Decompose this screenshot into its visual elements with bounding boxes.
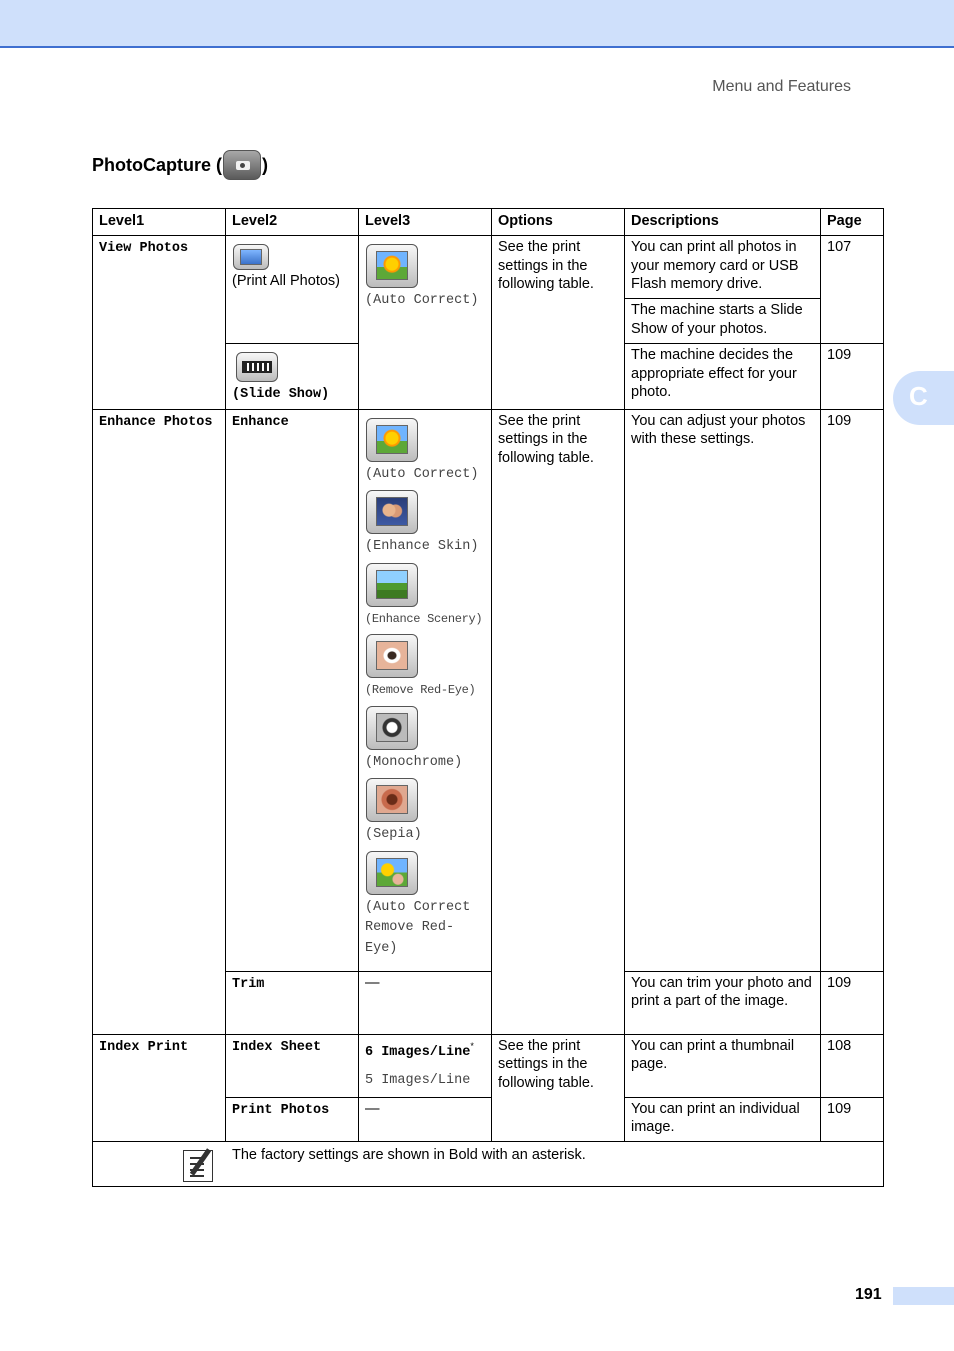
list-item: (Auto Correct Remove Red-Eye) xyxy=(365,851,485,959)
print-all-label: (Print All Photos) xyxy=(232,273,340,289)
cell-page-index: 108 xyxy=(821,1034,884,1097)
enhance-scenery-icon xyxy=(366,563,418,607)
cell-desc-index: You can print a thumbnail page. xyxy=(625,1034,821,1097)
print-all-photos-icon xyxy=(233,244,269,270)
header-level1: Level1 xyxy=(93,209,226,236)
header-page: Page xyxy=(821,209,884,236)
header-descriptions: Descriptions xyxy=(625,209,821,236)
cell-page-107: 107 xyxy=(821,236,884,344)
note-pencil-icon xyxy=(183,1150,213,1182)
cell-page-enhance: 109 xyxy=(821,409,884,971)
list-item: (Sepia) xyxy=(365,778,485,845)
cell-desc-auto: The machine decides the appropriate effect for your photo. xyxy=(625,344,821,410)
note-text: The factory settings are shown in Bold with an asterisk. xyxy=(232,1146,586,1163)
section-title-close: ) xyxy=(262,154,268,175)
cell-desc-print-photos: You can print an individual image. xyxy=(625,1097,821,1141)
chapter-tab-letter: C xyxy=(909,381,928,411)
cell-auto-correct xyxy=(359,236,492,410)
cell-page-print-photos: 109 xyxy=(821,1097,884,1141)
camera-icon xyxy=(223,150,261,180)
cell-index-print: Index Print xyxy=(93,1034,226,1141)
cell-index-options: See the print settings in the following table. xyxy=(492,1034,625,1141)
sepia-icon xyxy=(366,778,418,822)
header-level3: Level3 xyxy=(359,209,492,236)
cell-page-auto: 109 xyxy=(821,344,884,410)
list-item: (Monochrome) xyxy=(365,706,485,773)
cell-enhance-options: See the print settings in the following table. xyxy=(492,409,625,1034)
cell-print-photos: Print Photos xyxy=(226,1097,359,1141)
cell-desc-enhance: You can adjust your photos with these settings. xyxy=(625,409,821,971)
cell-enhance-level3 xyxy=(359,409,492,971)
auto-correct-label: (Auto Correct) xyxy=(365,293,479,308)
cell-page-trim: 109 xyxy=(821,971,884,1034)
cell-enhance-photos: Enhance Photos xyxy=(93,409,226,1034)
cell-print-photos-level3: — xyxy=(359,1097,492,1141)
auto-correct-icon xyxy=(366,418,418,462)
cell-desc-slide: The machine starts a Slide Show of your photos. xyxy=(625,299,821,344)
option-5-images: 5 Images/Line xyxy=(365,1072,471,1088)
cell-index-sheet: Index Sheet xyxy=(226,1034,359,1097)
cell-trim-level3: — xyxy=(359,971,492,1034)
cell-index-level3 xyxy=(359,1034,492,1097)
header-level2: Level2 xyxy=(226,209,359,236)
table-row xyxy=(93,236,884,299)
section-title xyxy=(92,150,268,180)
cell-print-all xyxy=(226,236,359,344)
list-item: (Remove Red-Eye) xyxy=(365,634,485,700)
note-row xyxy=(93,1141,884,1186)
page-bar xyxy=(893,1287,954,1305)
menu-table xyxy=(92,208,884,1187)
chapter-tab xyxy=(893,371,954,425)
list-item: (Auto Correct) xyxy=(365,418,485,485)
monochrome-icon xyxy=(366,706,418,750)
cell-enhance: Enhance xyxy=(226,409,359,971)
table-row xyxy=(93,1034,884,1097)
cell-desc-print-all: You can print all photos in your memory card or USB Flash memory drive. xyxy=(625,236,821,299)
cell-trim: Trim xyxy=(226,971,359,1034)
option-6-images: 6 Images/Line* xyxy=(365,1040,474,1060)
auto-correct-red-eye-icon xyxy=(366,851,418,895)
list-item: (Enhance Scenery) xyxy=(365,563,485,629)
cell-view-photos: View Photos xyxy=(93,236,226,410)
cell-view-options: See the print settings in the following table. xyxy=(492,236,625,410)
header-options: Options xyxy=(492,209,625,236)
top-band xyxy=(0,0,954,48)
note-cell xyxy=(93,1141,884,1186)
list-item: (Enhance Skin) xyxy=(365,490,485,557)
running-head: Menu and Features xyxy=(712,78,851,95)
slide-show-label: (Slide Show) xyxy=(232,387,330,402)
enhance-skin-icon xyxy=(366,490,418,534)
section-title-text: PhotoCapture ( xyxy=(92,154,222,175)
slide-show-icon xyxy=(236,352,278,382)
remove-red-eye-icon xyxy=(366,634,418,678)
table-row xyxy=(93,409,884,971)
cell-slide-show xyxy=(226,344,359,410)
cell-desc-trim: You can trim your photo and print a part of the image. xyxy=(625,971,821,1034)
page-number: 191 xyxy=(855,1286,882,1303)
auto-correct-icon xyxy=(366,244,418,288)
table-header-row xyxy=(93,209,884,236)
